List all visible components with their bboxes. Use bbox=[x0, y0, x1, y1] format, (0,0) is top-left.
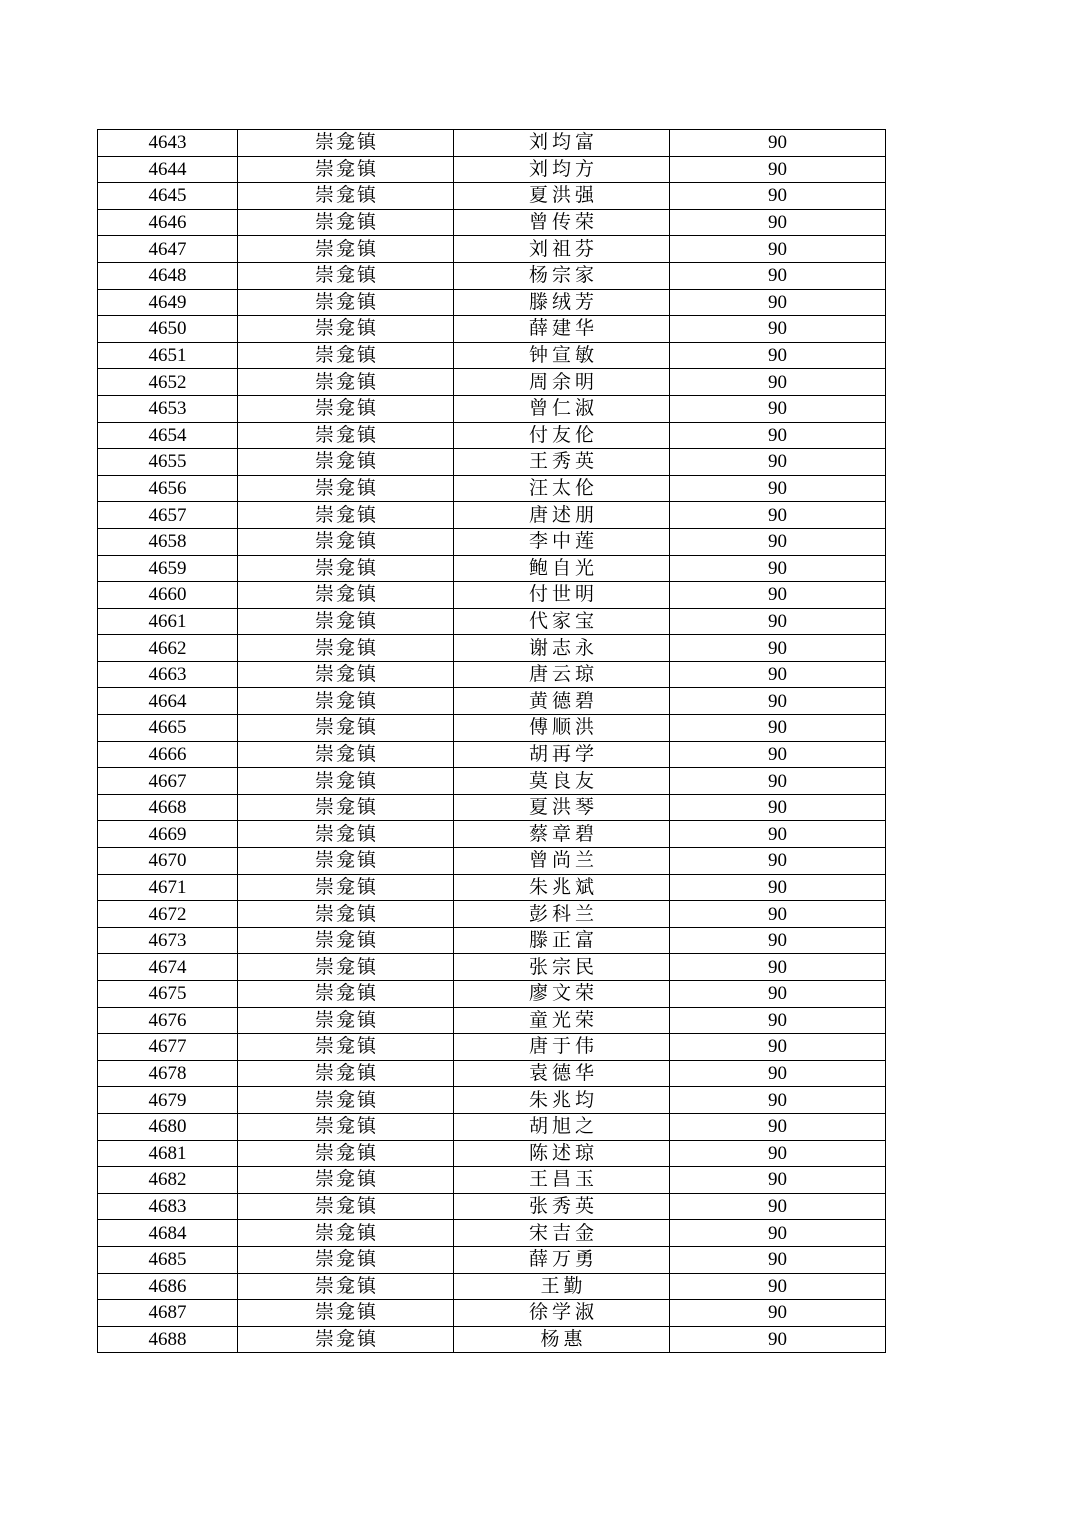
row-number-cell: 4654 bbox=[98, 422, 238, 449]
town-cell: 崇龛镇 bbox=[238, 635, 454, 662]
value-cell: 90 bbox=[670, 449, 886, 476]
value-cell: 90 bbox=[670, 555, 886, 582]
row-number-cell: 4681 bbox=[98, 1140, 238, 1167]
person-name-cell: 夏洪琴 bbox=[454, 794, 670, 821]
row-number-cell: 4657 bbox=[98, 502, 238, 529]
person-name-cell: 刘均富 bbox=[454, 130, 670, 157]
value-cell: 90 bbox=[670, 422, 886, 449]
person-name-cell: 刘祖芬 bbox=[454, 236, 670, 263]
person-name-cell: 童光荣 bbox=[454, 1007, 670, 1034]
table-row bbox=[98, 1193, 886, 1220]
value-cell: 90 bbox=[670, 1113, 886, 1140]
person-name-cell: 刘均方 bbox=[454, 156, 670, 183]
town-cell: 崇龛镇 bbox=[238, 502, 454, 529]
value-cell: 90 bbox=[670, 1140, 886, 1167]
row-number-cell: 4667 bbox=[98, 768, 238, 795]
town-cell: 崇龛镇 bbox=[238, 236, 454, 263]
person-name-cell: 曾仁淑 bbox=[454, 395, 670, 422]
row-number-cell: 4664 bbox=[98, 688, 238, 715]
town-cell: 崇龛镇 bbox=[238, 741, 454, 768]
value-cell: 90 bbox=[670, 1193, 886, 1220]
person-name-cell: 鲍自光 bbox=[454, 555, 670, 582]
town-cell: 崇龛镇 bbox=[238, 449, 454, 476]
table-row bbox=[98, 209, 886, 236]
town-cell: 崇龛镇 bbox=[238, 1113, 454, 1140]
town-cell: 崇龛镇 bbox=[238, 209, 454, 236]
table-row bbox=[98, 1273, 886, 1300]
row-number-cell: 4674 bbox=[98, 954, 238, 981]
value-cell: 90 bbox=[670, 236, 886, 263]
town-cell: 崇龛镇 bbox=[238, 342, 454, 369]
table-row bbox=[98, 582, 886, 609]
value-cell: 90 bbox=[670, 209, 886, 236]
town-cell: 崇龛镇 bbox=[238, 848, 454, 875]
person-name-cell: 蔡章碧 bbox=[454, 821, 670, 848]
row-number-cell: 4672 bbox=[98, 901, 238, 928]
person-name-cell: 莫良友 bbox=[454, 768, 670, 795]
value-cell: 90 bbox=[670, 342, 886, 369]
town-cell: 崇龛镇 bbox=[238, 901, 454, 928]
roster-table bbox=[97, 129, 886, 1353]
value-cell: 90 bbox=[670, 1034, 886, 1061]
table-row bbox=[98, 316, 886, 343]
value-cell: 90 bbox=[670, 715, 886, 742]
town-cell: 崇龛镇 bbox=[238, 688, 454, 715]
town-cell: 崇龛镇 bbox=[238, 821, 454, 848]
table-row bbox=[98, 981, 886, 1008]
table-row bbox=[98, 635, 886, 662]
person-name-cell: 滕绒芳 bbox=[454, 289, 670, 316]
table-row bbox=[98, 821, 886, 848]
town-cell: 崇龛镇 bbox=[238, 1140, 454, 1167]
person-name-cell: 薛建华 bbox=[454, 316, 670, 343]
value-cell: 90 bbox=[670, 688, 886, 715]
value-cell: 90 bbox=[670, 927, 886, 954]
town-cell: 崇龛镇 bbox=[238, 608, 454, 635]
person-name-cell: 廖文荣 bbox=[454, 981, 670, 1008]
row-number-cell: 4648 bbox=[98, 262, 238, 289]
table-row bbox=[98, 1300, 886, 1327]
value-cell: 90 bbox=[670, 741, 886, 768]
value-cell: 90 bbox=[670, 262, 886, 289]
value-cell: 90 bbox=[670, 130, 886, 157]
row-number-cell: 4647 bbox=[98, 236, 238, 263]
person-name-cell: 周余明 bbox=[454, 369, 670, 396]
person-name-cell: 胡旭之 bbox=[454, 1113, 670, 1140]
town-cell: 崇龛镇 bbox=[238, 369, 454, 396]
value-cell: 90 bbox=[670, 821, 886, 848]
town-cell: 崇龛镇 bbox=[238, 1167, 454, 1194]
table-row bbox=[98, 395, 886, 422]
town-cell: 崇龛镇 bbox=[238, 768, 454, 795]
row-number-cell: 4652 bbox=[98, 369, 238, 396]
value-cell: 90 bbox=[670, 1300, 886, 1327]
person-name-cell: 杨惠 bbox=[454, 1326, 670, 1353]
value-cell: 90 bbox=[670, 183, 886, 210]
row-number-cell: 4665 bbox=[98, 715, 238, 742]
row-number-cell: 4683 bbox=[98, 1193, 238, 1220]
table-row bbox=[98, 422, 886, 449]
table-row bbox=[98, 927, 886, 954]
table-row bbox=[98, 1246, 886, 1273]
value-cell: 90 bbox=[670, 528, 886, 555]
row-number-cell: 4687 bbox=[98, 1300, 238, 1327]
value-cell: 90 bbox=[670, 289, 886, 316]
value-cell: 90 bbox=[670, 794, 886, 821]
row-number-cell: 4684 bbox=[98, 1220, 238, 1247]
person-name-cell: 朱兆均 bbox=[454, 1087, 670, 1114]
table-row bbox=[98, 715, 886, 742]
table-row bbox=[98, 768, 886, 795]
row-number-cell: 4671 bbox=[98, 874, 238, 901]
table-row bbox=[98, 1326, 886, 1353]
value-cell: 90 bbox=[670, 395, 886, 422]
row-number-cell: 4666 bbox=[98, 741, 238, 768]
person-name-cell: 宋吉金 bbox=[454, 1220, 670, 1247]
row-number-cell: 4644 bbox=[98, 156, 238, 183]
person-name-cell: 曾尚兰 bbox=[454, 848, 670, 875]
value-cell: 90 bbox=[670, 1273, 886, 1300]
town-cell: 崇龛镇 bbox=[238, 715, 454, 742]
town-cell: 崇龛镇 bbox=[238, 661, 454, 688]
table-row bbox=[98, 502, 886, 529]
table-row bbox=[98, 874, 886, 901]
table-row bbox=[98, 1060, 886, 1087]
table-row bbox=[98, 475, 886, 502]
value-cell: 90 bbox=[670, 608, 886, 635]
town-cell: 崇龛镇 bbox=[238, 1246, 454, 1273]
row-number-cell: 4685 bbox=[98, 1246, 238, 1273]
table-row bbox=[98, 1007, 886, 1034]
row-number-cell: 4645 bbox=[98, 183, 238, 210]
value-cell: 90 bbox=[670, 316, 886, 343]
table-row bbox=[98, 1140, 886, 1167]
value-cell: 90 bbox=[670, 635, 886, 662]
row-number-cell: 4668 bbox=[98, 794, 238, 821]
table-row bbox=[98, 901, 886, 928]
town-cell: 崇龛镇 bbox=[238, 156, 454, 183]
town-cell: 崇龛镇 bbox=[238, 1220, 454, 1247]
person-name-cell: 王秀英 bbox=[454, 449, 670, 476]
value-cell: 90 bbox=[670, 901, 886, 928]
person-name-cell: 唐述朋 bbox=[454, 502, 670, 529]
value-cell: 90 bbox=[670, 1326, 886, 1353]
table-row bbox=[98, 688, 886, 715]
town-cell: 崇龛镇 bbox=[238, 954, 454, 981]
person-name-cell: 汪太伦 bbox=[454, 475, 670, 502]
town-cell: 崇龛镇 bbox=[238, 130, 454, 157]
row-number-cell: 4673 bbox=[98, 927, 238, 954]
town-cell: 崇龛镇 bbox=[238, 1034, 454, 1061]
row-number-cell: 4686 bbox=[98, 1273, 238, 1300]
value-cell: 90 bbox=[670, 502, 886, 529]
table-row bbox=[98, 236, 886, 263]
table-row bbox=[98, 741, 886, 768]
row-number-cell: 4675 bbox=[98, 981, 238, 1008]
value-cell: 90 bbox=[670, 1060, 886, 1087]
table-row bbox=[98, 848, 886, 875]
table-row bbox=[98, 1113, 886, 1140]
row-number-cell: 4663 bbox=[98, 661, 238, 688]
person-name-cell: 代家宝 bbox=[454, 608, 670, 635]
row-number-cell: 4660 bbox=[98, 582, 238, 609]
person-name-cell: 付世明 bbox=[454, 582, 670, 609]
person-name-cell: 彭科兰 bbox=[454, 901, 670, 928]
person-name-cell: 傅顺洪 bbox=[454, 715, 670, 742]
town-cell: 崇龛镇 bbox=[238, 555, 454, 582]
town-cell: 崇龛镇 bbox=[238, 183, 454, 210]
table-row bbox=[98, 369, 886, 396]
value-cell: 90 bbox=[670, 369, 886, 396]
table-row bbox=[98, 661, 886, 688]
person-name-cell: 钟宣敏 bbox=[454, 342, 670, 369]
table-row bbox=[98, 608, 886, 635]
town-cell: 崇龛镇 bbox=[238, 1087, 454, 1114]
person-name-cell: 黄德碧 bbox=[454, 688, 670, 715]
table-row bbox=[98, 528, 886, 555]
row-number-cell: 4646 bbox=[98, 209, 238, 236]
table-row bbox=[98, 1220, 886, 1247]
person-name-cell: 薛万勇 bbox=[454, 1246, 670, 1273]
value-cell: 90 bbox=[670, 1167, 886, 1194]
table-row bbox=[98, 794, 886, 821]
town-cell: 崇龛镇 bbox=[238, 262, 454, 289]
person-name-cell: 付友伦 bbox=[454, 422, 670, 449]
table-row bbox=[98, 289, 886, 316]
town-cell: 崇龛镇 bbox=[238, 1300, 454, 1327]
person-name-cell: 胡再学 bbox=[454, 741, 670, 768]
town-cell: 崇龛镇 bbox=[238, 1193, 454, 1220]
town-cell: 崇龛镇 bbox=[238, 1273, 454, 1300]
table-row bbox=[98, 1034, 886, 1061]
row-number-cell: 4676 bbox=[98, 1007, 238, 1034]
row-number-cell: 4653 bbox=[98, 395, 238, 422]
table-row bbox=[98, 1167, 886, 1194]
town-cell: 崇龛镇 bbox=[238, 1007, 454, 1034]
town-cell: 崇龛镇 bbox=[238, 475, 454, 502]
row-number-cell: 4649 bbox=[98, 289, 238, 316]
person-name-cell: 王勤 bbox=[454, 1273, 670, 1300]
town-cell: 崇龛镇 bbox=[238, 874, 454, 901]
town-cell: 崇龛镇 bbox=[238, 395, 454, 422]
row-number-cell: 4661 bbox=[98, 608, 238, 635]
table-row bbox=[98, 555, 886, 582]
row-number-cell: 4651 bbox=[98, 342, 238, 369]
town-cell: 崇龛镇 bbox=[238, 528, 454, 555]
value-cell: 90 bbox=[670, 1007, 886, 1034]
person-name-cell: 张秀英 bbox=[454, 1193, 670, 1220]
value-cell: 90 bbox=[670, 1220, 886, 1247]
value-cell: 90 bbox=[670, 981, 886, 1008]
town-cell: 崇龛镇 bbox=[238, 289, 454, 316]
table-row bbox=[98, 156, 886, 183]
person-name-cell: 唐于伟 bbox=[454, 1034, 670, 1061]
row-number-cell: 4658 bbox=[98, 528, 238, 555]
town-cell: 崇龛镇 bbox=[238, 582, 454, 609]
value-cell: 90 bbox=[670, 582, 886, 609]
town-cell: 崇龛镇 bbox=[238, 794, 454, 821]
row-number-cell: 4670 bbox=[98, 848, 238, 875]
row-number-cell: 4682 bbox=[98, 1167, 238, 1194]
row-number-cell: 4659 bbox=[98, 555, 238, 582]
value-cell: 90 bbox=[670, 874, 886, 901]
table-row bbox=[98, 449, 886, 476]
value-cell: 90 bbox=[670, 475, 886, 502]
person-name-cell: 谢志永 bbox=[454, 635, 670, 662]
town-cell: 崇龛镇 bbox=[238, 422, 454, 449]
value-cell: 90 bbox=[670, 768, 886, 795]
person-name-cell: 滕正富 bbox=[454, 927, 670, 954]
person-name-cell: 曾传荣 bbox=[454, 209, 670, 236]
row-number-cell: 4650 bbox=[98, 316, 238, 343]
row-number-cell: 4643 bbox=[98, 130, 238, 157]
table-row bbox=[98, 130, 886, 157]
person-name-cell: 李中莲 bbox=[454, 528, 670, 555]
person-name-cell: 唐云琼 bbox=[454, 661, 670, 688]
row-number-cell: 4656 bbox=[98, 475, 238, 502]
person-name-cell: 袁德华 bbox=[454, 1060, 670, 1087]
town-cell: 崇龛镇 bbox=[238, 1060, 454, 1087]
table-row bbox=[98, 1087, 886, 1114]
value-cell: 90 bbox=[670, 156, 886, 183]
person-name-cell: 陈述琼 bbox=[454, 1140, 670, 1167]
table-row bbox=[98, 262, 886, 289]
row-number-cell: 4669 bbox=[98, 821, 238, 848]
person-name-cell: 杨宗家 bbox=[454, 262, 670, 289]
row-number-cell: 4678 bbox=[98, 1060, 238, 1087]
row-number-cell: 4688 bbox=[98, 1326, 238, 1353]
value-cell: 90 bbox=[670, 1246, 886, 1273]
town-cell: 崇龛镇 bbox=[238, 316, 454, 343]
table-row bbox=[98, 183, 886, 210]
person-name-cell: 徐学淑 bbox=[454, 1300, 670, 1327]
row-number-cell: 4662 bbox=[98, 635, 238, 662]
person-name-cell: 朱兆斌 bbox=[454, 874, 670, 901]
row-number-cell: 4677 bbox=[98, 1034, 238, 1061]
value-cell: 90 bbox=[670, 954, 886, 981]
row-number-cell: 4655 bbox=[98, 449, 238, 476]
table-row bbox=[98, 954, 886, 981]
town-cell: 崇龛镇 bbox=[238, 927, 454, 954]
value-cell: 90 bbox=[670, 1087, 886, 1114]
row-number-cell: 4679 bbox=[98, 1087, 238, 1114]
table-row bbox=[98, 342, 886, 369]
person-name-cell: 夏洪强 bbox=[454, 183, 670, 210]
value-cell: 90 bbox=[670, 848, 886, 875]
row-number-cell: 4680 bbox=[98, 1113, 238, 1140]
town-cell: 崇龛镇 bbox=[238, 1326, 454, 1353]
value-cell: 90 bbox=[670, 661, 886, 688]
person-name-cell: 张宗民 bbox=[454, 954, 670, 981]
roster-table-body bbox=[98, 130, 886, 1353]
person-name-cell: 王昌玉 bbox=[454, 1167, 670, 1194]
town-cell: 崇龛镇 bbox=[238, 981, 454, 1008]
